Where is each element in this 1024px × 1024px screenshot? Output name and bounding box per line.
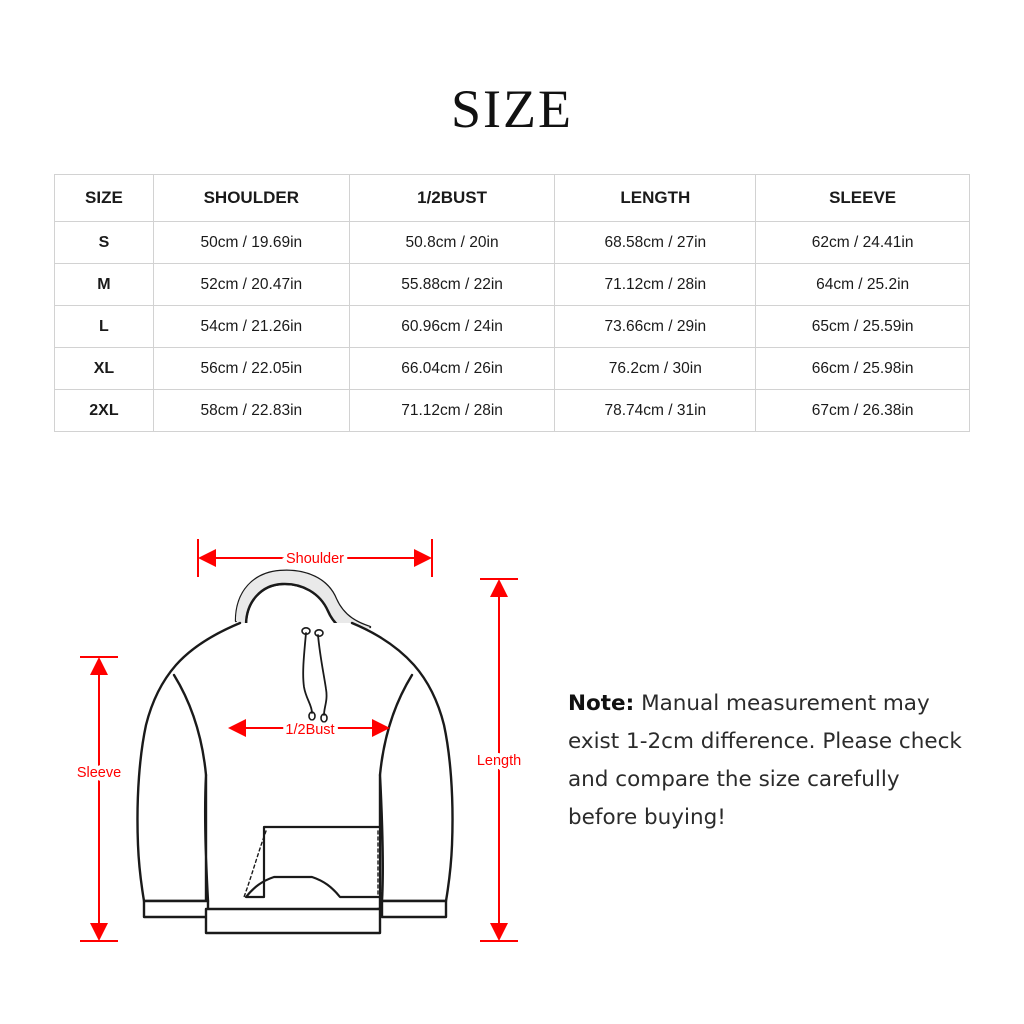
size-chart-table [54,174,970,432]
cell-shoulder: 56cm / 22.05in [153,348,349,390]
length-label: Length [476,753,522,769]
bust-label: 1/2Bust [285,722,335,738]
sleeve-label: Sleeve [76,765,122,781]
cell-sleeve: 65cm / 25.59in [756,306,970,348]
cell-size: S [55,222,154,264]
cell-shoulder: 54cm / 21.26in [153,306,349,348]
table-header-row [55,175,970,222]
sleeve-measure-arrow [80,657,118,941]
cell-size: L [55,306,154,348]
cell-shoulder: 52cm / 20.47in [153,264,349,306]
column-header-size: SIZE [55,175,154,222]
cell-sleeve: 64cm / 25.2in [756,264,970,306]
cell-size: 2XL [55,390,154,432]
note-label: Note: [568,691,635,716]
cell-sleeve: 66cm / 25.98in [756,348,970,390]
table-row [55,348,970,390]
cell-size: XL [55,348,154,390]
cell-length: 76.2cm / 30in [555,348,756,390]
cell-bust: 50.8cm / 20in [349,222,555,264]
cell-sleeve: 62cm / 24.41in [756,222,970,264]
cell-length: 68.58cm / 27in [555,222,756,264]
column-header-shoulder: SHOULDER [153,175,349,222]
cell-shoulder: 50cm / 19.69in [153,222,349,264]
shoulder-label: Shoulder [285,551,345,567]
column-header-bust: 1/2BUST [349,175,555,222]
column-header-length: LENGTH [555,175,756,222]
measurement-diagram [40,505,560,975]
cell-bust: 60.96cm / 24in [349,306,555,348]
table-row [55,222,970,264]
hoodie-illustration [137,571,452,933]
table-row [55,264,970,306]
note-text: Manual measurement may exist 1-2cm difference. Please check and compare the size carefully before buying! [568,691,962,830]
cell-bust: 66.04cm / 26in [349,348,555,390]
cell-bust: 55.88cm / 22in [349,264,555,306]
cell-sleeve: 67cm / 26.38in [756,390,970,432]
table-row [55,390,970,432]
table-row [55,306,970,348]
column-header-sleeve: SLEEVE [756,175,970,222]
page-title: SIZE [451,79,573,139]
cell-shoulder: 58cm / 22.83in [153,390,349,432]
cell-length: 73.66cm / 29in [555,306,756,348]
cell-size: M [55,264,154,306]
measurement-note [568,685,968,837]
cell-length: 71.12cm / 28in [555,264,756,306]
cell-bust: 71.12cm / 28in [349,390,555,432]
cell-length: 78.74cm / 31in [555,390,756,432]
